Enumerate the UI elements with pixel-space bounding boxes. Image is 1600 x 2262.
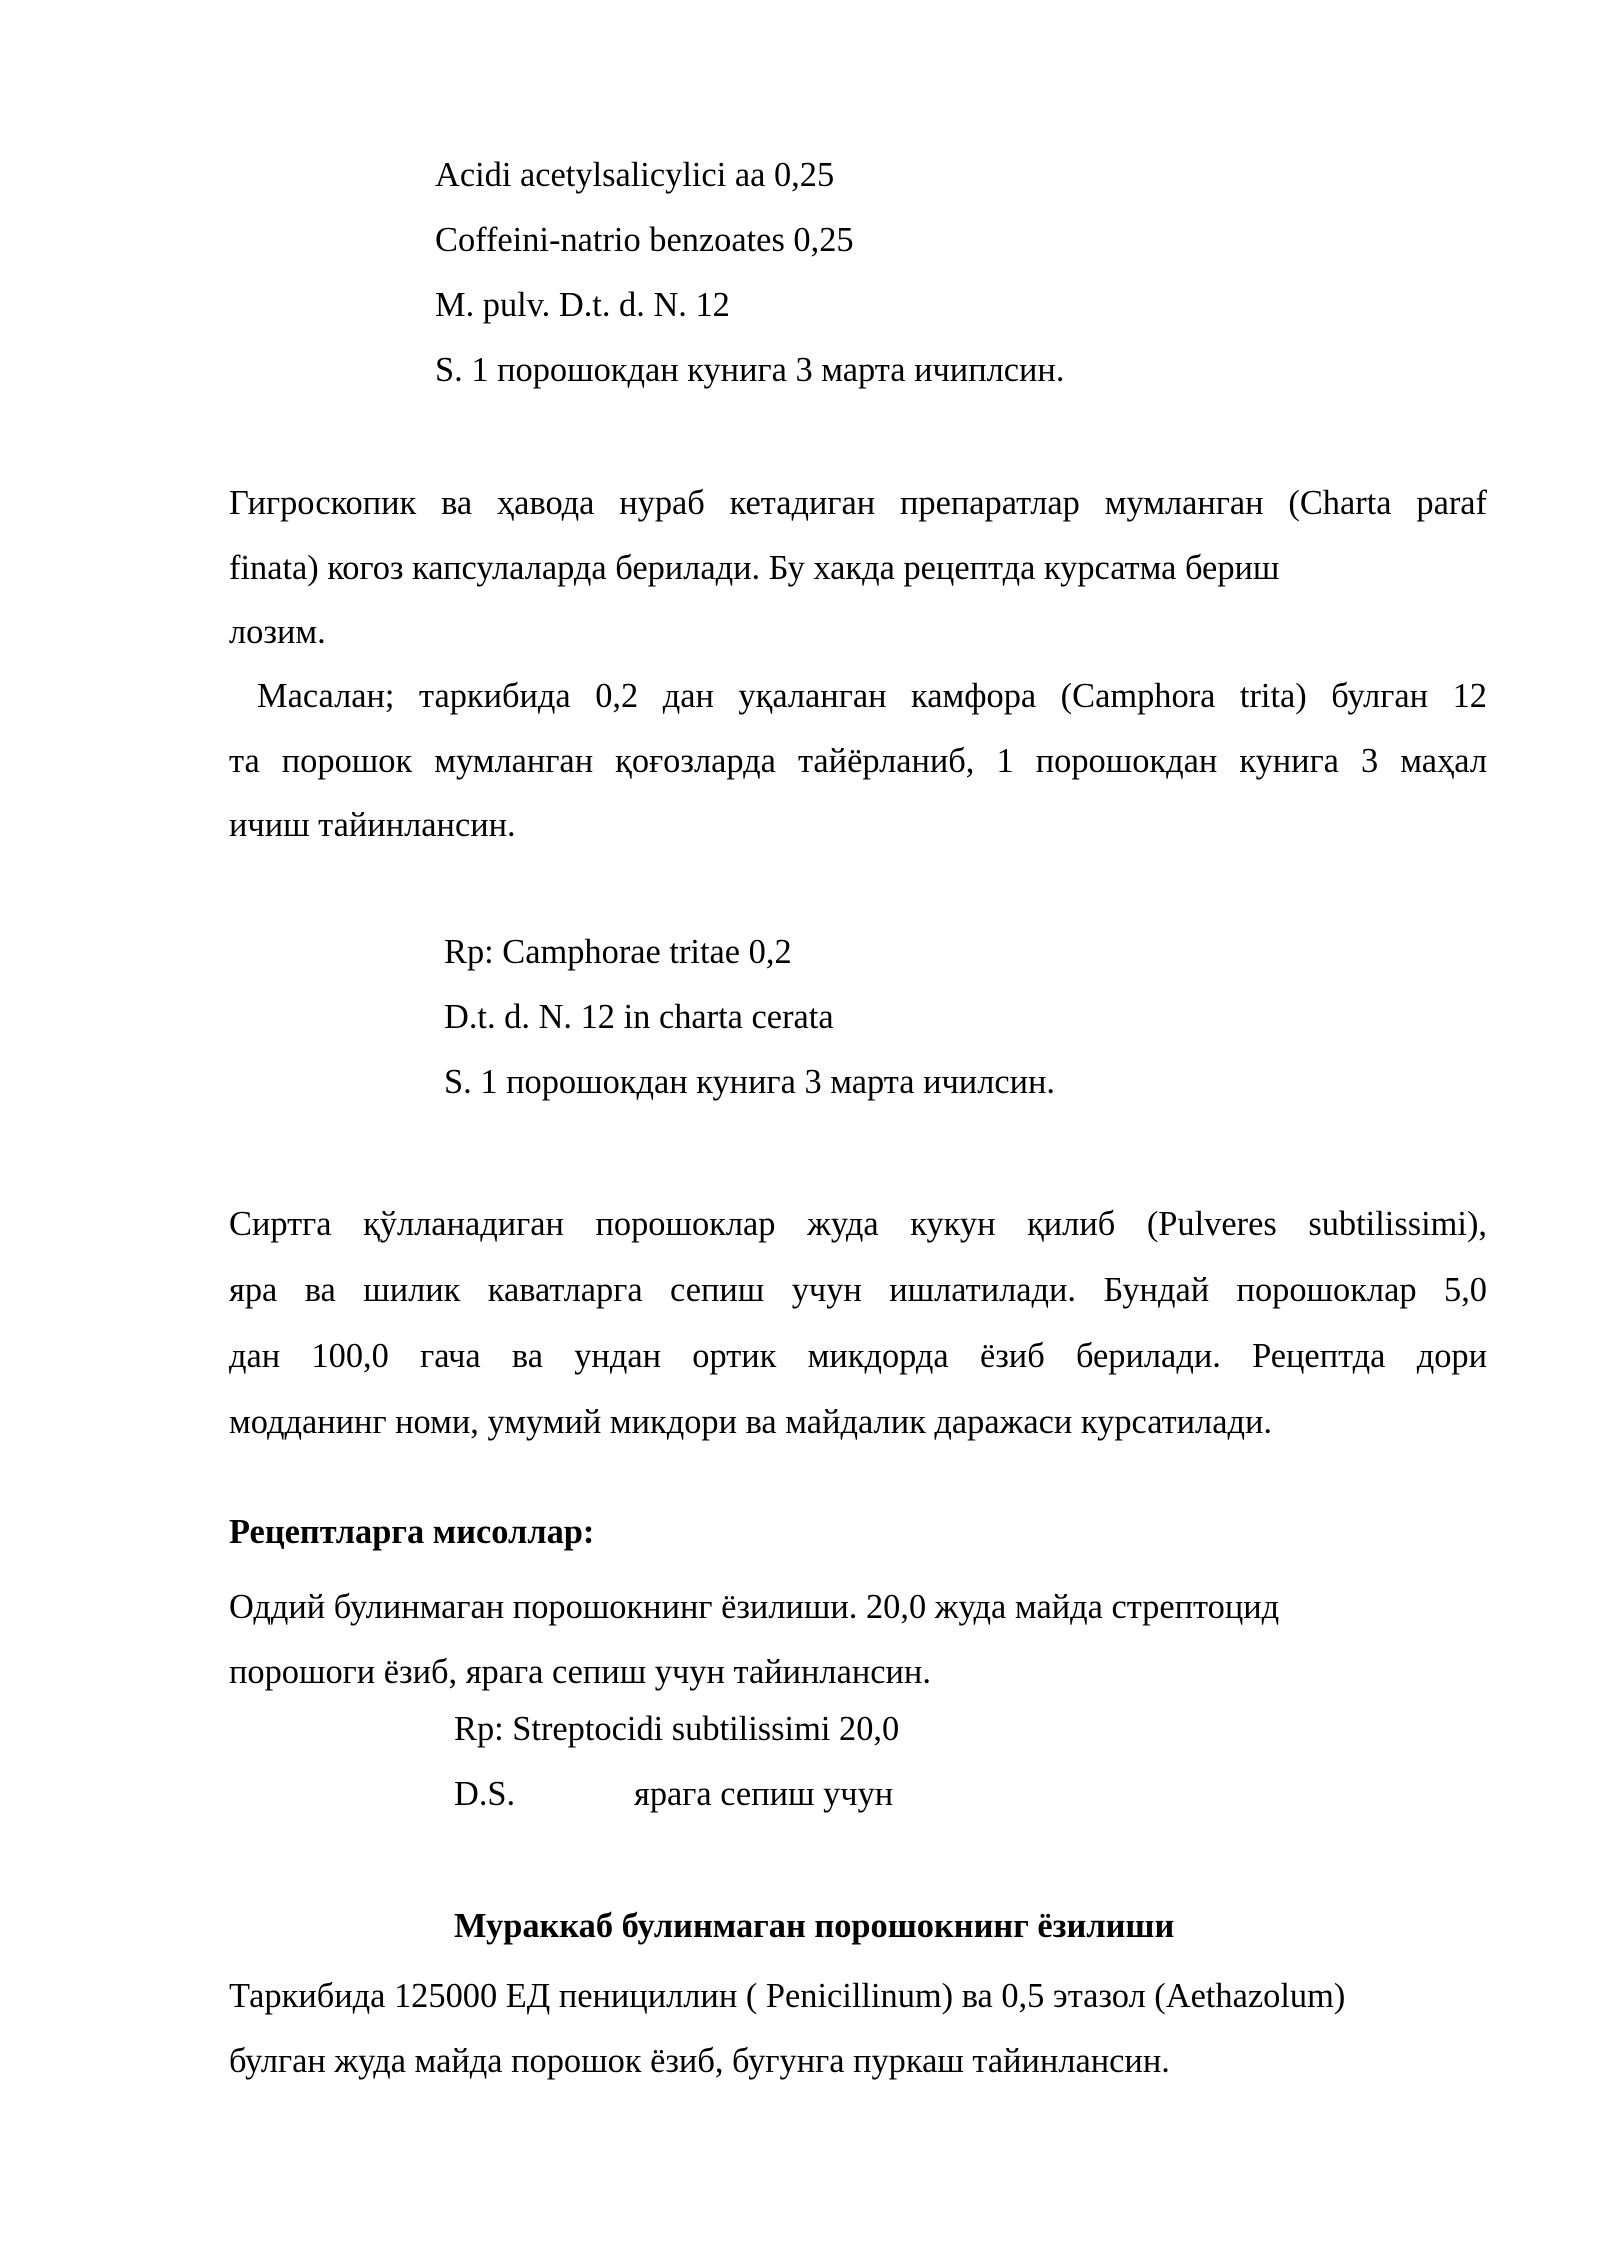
paragraph-line: finata) когоз капсулаларда берилади. Бу хакда рецептда курсатма бериш [229,548,1280,587]
recipe-line: Rp: Streptocidi subtilissimi 20,0 [454,1710,900,1748]
paragraph-line: булган жуда майда порошок ёзиб, бугунга пуркаш тайинлансин. [229,2041,1170,2080]
paragraph-line: Гигроскопик ва ҳавода нураб кетадиган препаратлар мумланган (Charta paraf [229,484,1487,522]
recipe-line: Acidi acetylsalicylici aa 0,25 [435,156,835,194]
paragraph-hygroscopic [229,471,1487,665]
recipe-signature-line: S. 1 порошокдан кунига 3 марта ичиплсин. [435,351,1065,389]
recipe-line: D.t. d. N. 12 in charta cerata [444,998,834,1036]
recipe-signature-line: S. 1 порошокдан кунига 3 марта ичилсин. [444,1063,1056,1101]
recipe-line: Coffeini-natrio benzoates 0,25 [435,221,854,259]
section-heading-complex-powder: Мураккаб булинмаган порошокнинг ёзилиши [454,1907,1175,1945]
recipe-line: M. pulv. D.t. d. N. 12 [435,286,730,324]
paragraph-line: ичиш тайинлансин. [229,806,516,844]
paragraph-line: яра ва шилик каватларга сепиш учун ишлатилади. Бундай порошоклар 5,0 [229,1271,1487,1309]
paragraph-line: Оддий булинмаган порошокнинг ёзилиши. 20,0 жуда майда стрептоцид [229,1588,1280,1626]
section-heading-examples: Рецептларга мисоллар: [229,1513,595,1551]
paragraph-line: дан 100,0 гача ва ундан ортик микдорда ёзиб берилади. Рецептда дори [229,1337,1487,1375]
recipe-line: Rp: Camphorae tritae 0,2 [444,933,792,971]
paragraph-example-camphor [229,664,1487,858]
recipe-ds-text: ярага сепиш учун [634,1775,894,1813]
paragraph-complex-powder [229,1964,1487,2093]
recipe-ds-label: D.S. [454,1775,516,1813]
paragraph-line: Таркибида 125000 ЕД пенициллин ( Penicillinum) ва 0,5 этазол (Aethazolum) [229,1977,1346,2015]
paragraph-line: порошоги ёзиб, ярага сепиш учун тайинлансин. [229,1652,931,1691]
paragraph-line: Масалан; таркибида 0,2 дан уқаланган камфора (Camphora trita) булган 12 [257,677,1487,715]
paragraph-line: модданинг номи, умумий микдори ва майдалик даражаси курсатилади. [229,1403,1272,1441]
paragraph-line: та порошок мумланган қоғозларда тайёрланиб, 1 порошокдан кунига 3 маҳал [229,741,1487,780]
paragraph-line: Сиртга қўлланадиган порошоклар жуда кукун қилиб (Pulveres subtilissimi), [229,1205,1487,1243]
paragraph-simple-powder [229,1575,1487,1704]
paragraph-external-powders [229,1191,1487,1455]
paragraph-line: лозим. [229,613,326,651]
